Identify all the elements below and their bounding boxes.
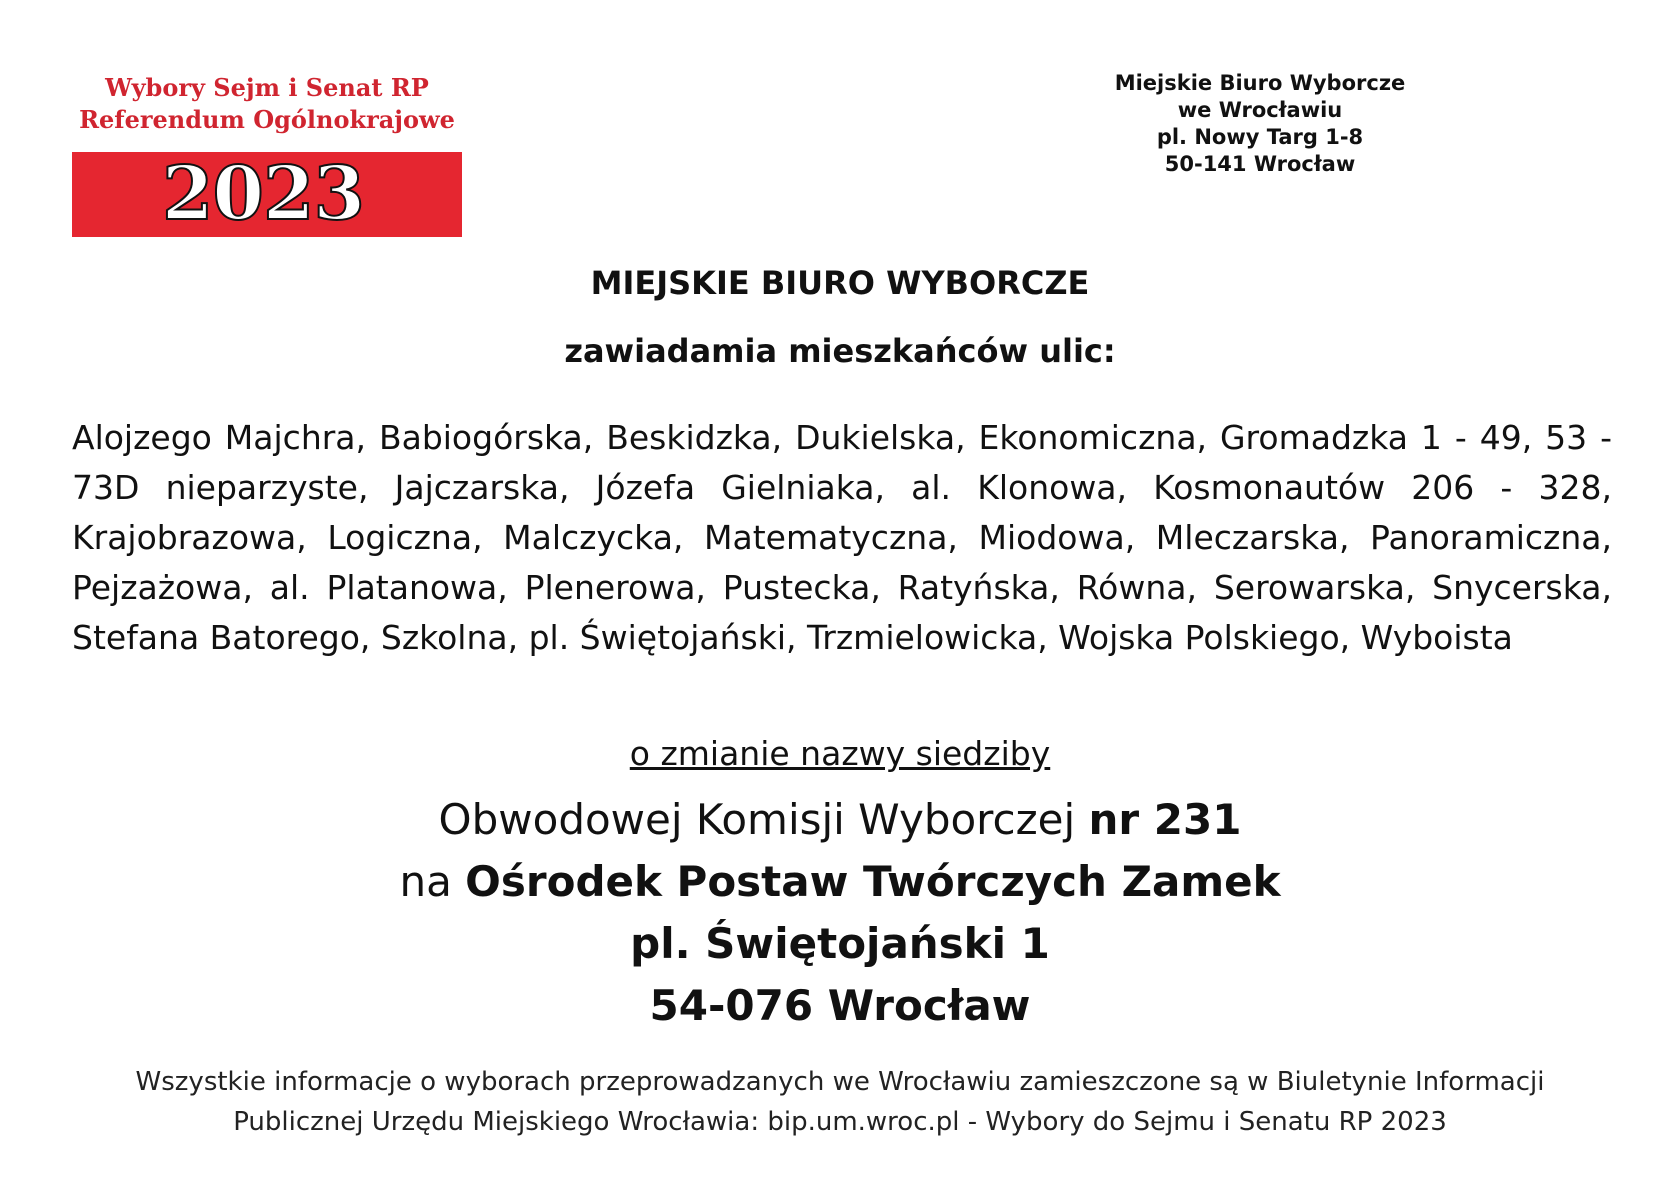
election-logo [72,72,462,237]
address-line-2: we Wrocławiu [1177,98,1343,122]
address-line-1: Miejskie Biuro Wyborcze [1114,71,1406,95]
location-prefix: na [399,857,452,906]
logo-year: 2023 [162,151,364,237]
logo-line-1: Wybory Sejm i Senat RP [105,73,429,102]
location-city: 54-076 Wrocław [649,981,1031,1030]
notice-title: MIEJSKIE BIURO WYBORCZE [590,264,1090,302]
logo-text-area [72,72,462,152]
logo-red-band [72,152,462,237]
street-list: Alojzego Majchra, Babiogórska, Beskidzka, Dukielska, Ekonomiczna, Gromadzka 1 - 49, 53 - 73D nieparzyste, Jajczarska, Józefa Gielniaka, al. Klonowa, Kosmonautów 206 - 328, Krajobrazowa, Logiczna, Malczycka, Matematyczna, Miodowa, Mleczarska, Panoramiczna, Pejzażowa, al. Platanowa, Plenerowa, Pustecka, Ratyńska, Równa, Serowarska, Snycerska, Stefana Batorego, Szkolna, pl. Świętojański, Trzmielowicka, Wojska Polskiego, Wyboista [72,418,1612,657]
footer-line-1: Wszystkie informacje o wyborach przeprowadzanych we Wrocławiu zamieszczone są w Biuletynie Informacji [135,1067,1545,1097]
footer-line-2: Publicznej Urzędu Miejskiego Wrocławia: bip.um.wroc.pl - Wybory do Sejmu i Senatu RP 2023 [233,1107,1447,1137]
commission-number: nr 231 [1088,795,1242,844]
location-name-line [0,857,1680,906]
office-address [1060,70,1460,178]
location-street: pl. Świętojański 1 [630,919,1050,968]
footer-info [0,1062,1680,1142]
location-name: Ośrodek Postaw Twórczych Zamek [465,857,1281,906]
notice-subtitle: zawiadamia mieszkańców ulic: [564,332,1116,370]
commission-prefix: Obwodowej Komisji Wyborczej [438,795,1076,844]
commission-line [0,795,1680,844]
logo-line-2: Referendum Ogólnokrajowe [79,105,455,134]
address-line-3: pl. Nowy Targ 1-8 [1156,125,1364,149]
change-notice: o zmianie nazwy siedziby [629,734,1051,773]
address-line-4: 50-141 Wrocław [1164,152,1356,176]
